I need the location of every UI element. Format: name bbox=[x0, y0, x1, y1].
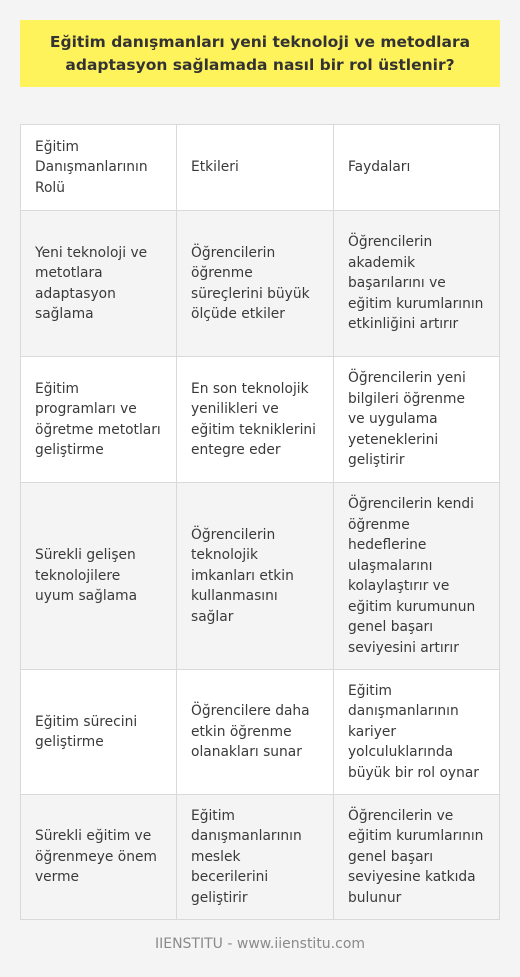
table-cell: Eğitim danışmanlarının kariyer yolculuklarında büyük bir rol oynar bbox=[333, 670, 499, 794]
table-cell: Sürekli gelişen teknolojilere uyum sağlama bbox=[35, 547, 138, 605]
table-cell: Yeni teknoloji ve metotlara adaptasyon sağlama bbox=[35, 244, 148, 322]
header-cell-role: Eğitim Danışmanlarının Rolü bbox=[35, 138, 148, 196]
table-cell: Sürekli eğitim ve öğrenmeye önem verme bbox=[35, 828, 157, 886]
table-cell: Eğitim programları ve öğretme metotları geliştirme bbox=[35, 380, 161, 458]
table-row bbox=[21, 482, 499, 669]
comparison-table bbox=[20, 124, 500, 920]
table-row bbox=[21, 210, 499, 356]
table-cell: Öğrencilerin öğrenme süreçlerini büyük ölçüde etkiler bbox=[176, 211, 333, 356]
table-header-row bbox=[21, 125, 499, 210]
header-cell-benefits: Faydaları bbox=[333, 125, 499, 210]
table-cell: En son teknolojik yenilikleri ve eğitim tekniklerini entegre eder bbox=[176, 357, 333, 482]
table-cell: Eğitim sürecini geliştirme bbox=[35, 713, 138, 750]
table-cell: Eğitim danışmanlarının meslek becerilerini geliştirir bbox=[176, 795, 333, 919]
header-cell-effects: Etkileri bbox=[176, 125, 333, 210]
table-row bbox=[21, 356, 499, 482]
table-cell: Öğrencilerin yeni bilgileri öğrenme ve uygulama yeteneklerini geliştirir bbox=[333, 357, 499, 482]
footer-credit: IIENSTITU - www.iienstitu.com bbox=[154, 936, 366, 952]
page-title: Eğitim danışmanları yeni teknoloji ve metodlara adaptasyon sağlamada nasıl bir rol üstlenir? bbox=[49, 32, 471, 74]
table-cell: Öğrencilerin akademik başarılarını ve eğitim kurumlarının etkinliğini artırır bbox=[333, 211, 499, 356]
table-cell: Öğrencilere daha etkin öğrenme olanakları sunar bbox=[176, 670, 333, 794]
table-cell: Öğrencilerin ve eğitim kurumlarının genel başarı seviyesine katkıda bulunur bbox=[333, 795, 499, 919]
table-row bbox=[21, 794, 499, 919]
table-cell: Öğrencilerin teknolojik imkanları etkin kullanmasını sağlar bbox=[176, 483, 333, 669]
table-row bbox=[21, 669, 499, 794]
table-cell: Öğrencilerin kendi öğrenme hedeflerine ulaşmalarını kolaylaştırır ve eğitim kurumunun genel başarı seviyesini artırır bbox=[333, 483, 499, 669]
title-banner bbox=[20, 20, 500, 87]
